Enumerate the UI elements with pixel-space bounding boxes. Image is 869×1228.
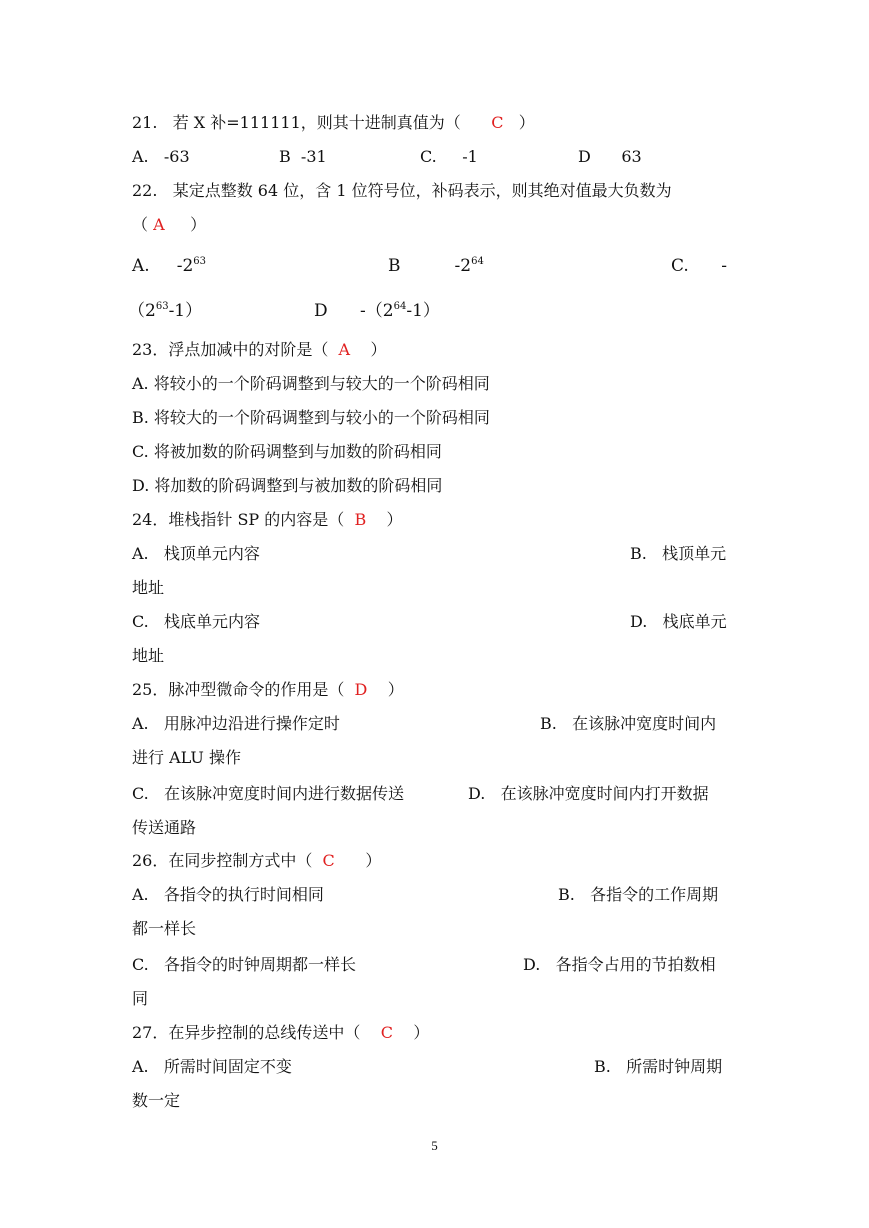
q22-close: ） (190, 215, 207, 234)
q24-option-c: C. 栈底单元内容 (132, 612, 261, 631)
q22-d-base: D -（2 (314, 301, 394, 321)
q26-option-d: D. 各指令占用的节拍数相 (523, 955, 716, 974)
q27-option-b-cont: 数一定 (132, 1091, 181, 1110)
q27-stem: 27．在异步控制的总线传送中（ (132, 1023, 361, 1042)
q25-option-b: B. 在该脉冲宽度时间内 (540, 714, 717, 733)
q23-option-c: C. 将被加数的阶码调整到与加数的阶码相同 (132, 442, 442, 461)
q22-a-base: A. -2 (132, 256, 194, 276)
q21-option-d: D 63 (578, 147, 642, 166)
q27-option-a: A. 所需时间固定不变 (132, 1057, 292, 1076)
q25-option-c: C. 在该脉冲宽度时间内进行数据传送 (132, 784, 405, 803)
q21-stem-line (132, 113, 535, 133)
q25-option-d-cont: 传送通路 (132, 818, 197, 837)
q22-open: （ (132, 215, 149, 234)
q23-option-a: A. 将较小的一个阶码调整到与较大的一个阶码相同 (132, 374, 490, 393)
q22-c-exp: 63 (155, 301, 169, 312)
page-number: 5 (431, 1138, 438, 1153)
q24-option-b: B. 栈顶单元 (630, 544, 727, 563)
q25-option-d: D. 在该脉冲宽度时间内打开数据 (468, 784, 709, 803)
q21-option-b: B -31 (279, 147, 327, 166)
q24-close: ） (386, 510, 403, 529)
q21-option-c: C. -1 (420, 147, 478, 166)
q24-option-a: A. 栈顶单元内容 (132, 544, 260, 563)
q23-close: ） (370, 340, 387, 359)
q25-stem-line (132, 680, 404, 700)
q26-option-b-cont: 都一样长 (132, 919, 197, 938)
q22-stem: 22. 某定点整数 64 位，含 1 位符号位，补码表示，则其绝对值最大负数为 (132, 181, 672, 200)
q21-close: ） (518, 113, 535, 132)
q27-stem-line (132, 1023, 429, 1043)
q26-option-d-cont: 同 (132, 989, 149, 1008)
q25-close: ） (387, 680, 404, 699)
q26-answer: C (322, 851, 335, 870)
q24-answer: B (354, 510, 367, 529)
q26-close: ） (365, 851, 382, 870)
q26-option-b: B. 各指令的工作周期 (558, 885, 719, 904)
q25-answer: D (354, 680, 368, 699)
q22-option-d (314, 301, 440, 321)
q22-c-base: （2 (128, 301, 156, 321)
q24-stem-line (132, 510, 403, 530)
q22-b-base: B -2 (388, 256, 472, 276)
q22-option-b (388, 256, 484, 276)
q25-option-a: A. 用脉冲边沿进行操作定时 (132, 714, 340, 733)
q26-option-a: A. 各指令的执行时间相同 (132, 885, 324, 904)
q24-option-d-cont: 地址 (132, 646, 165, 665)
q22-option-c-cont (128, 301, 202, 321)
q22-a-exp: 63 (193, 256, 206, 267)
q27-close: ） (413, 1023, 430, 1042)
q24-option-d: D. 栈底单元 (630, 612, 727, 631)
q24-option-b-cont: 地址 (132, 578, 165, 597)
q22-option-a (132, 256, 206, 276)
q23-answer: A (338, 340, 351, 359)
q22-answer: A (153, 215, 165, 234)
q27-option-b: B. 所需时钟周期 (594, 1057, 723, 1076)
q23-stem-line (132, 340, 386, 360)
q21-answer: C (491, 113, 504, 132)
q23-option-d: D. 将加数的阶码调整到与被加数的阶码相同 (132, 476, 443, 495)
q24-stem: 24．堆栈指针 SP 的内容是（ (132, 510, 345, 529)
q21-option-a: A. -63 (132, 147, 190, 166)
q22-answer-line (132, 215, 206, 235)
q25-stem: 25．脉冲型微命令的作用是（ (132, 680, 345, 699)
q26-stem-line (132, 851, 381, 871)
q22-d-post: -1） (406, 301, 440, 321)
q22-d-exp: 64 (393, 301, 407, 312)
q22-option-c: C. - (671, 256, 727, 276)
q23-stem: 23．浮点加减中的对阶是（ (132, 340, 329, 359)
q23-option-b: B. 将较大的一个阶码调整到与较小的一个阶码相同 (132, 408, 490, 427)
q25-option-b-cont: 进行 ALU 操作 (132, 748, 241, 767)
q21-stem: 21. 若 X 补=111111，则其十进制真值为（ (132, 113, 461, 132)
q26-stem: 26．在同步控制方式中（ (132, 851, 313, 870)
q22-c-post: -1） (168, 301, 203, 321)
q22-b-exp: 64 (471, 256, 484, 267)
q27-answer: C (380, 1023, 393, 1042)
q26-option-c: C. 各指令的时钟周期都一样长 (132, 955, 357, 974)
